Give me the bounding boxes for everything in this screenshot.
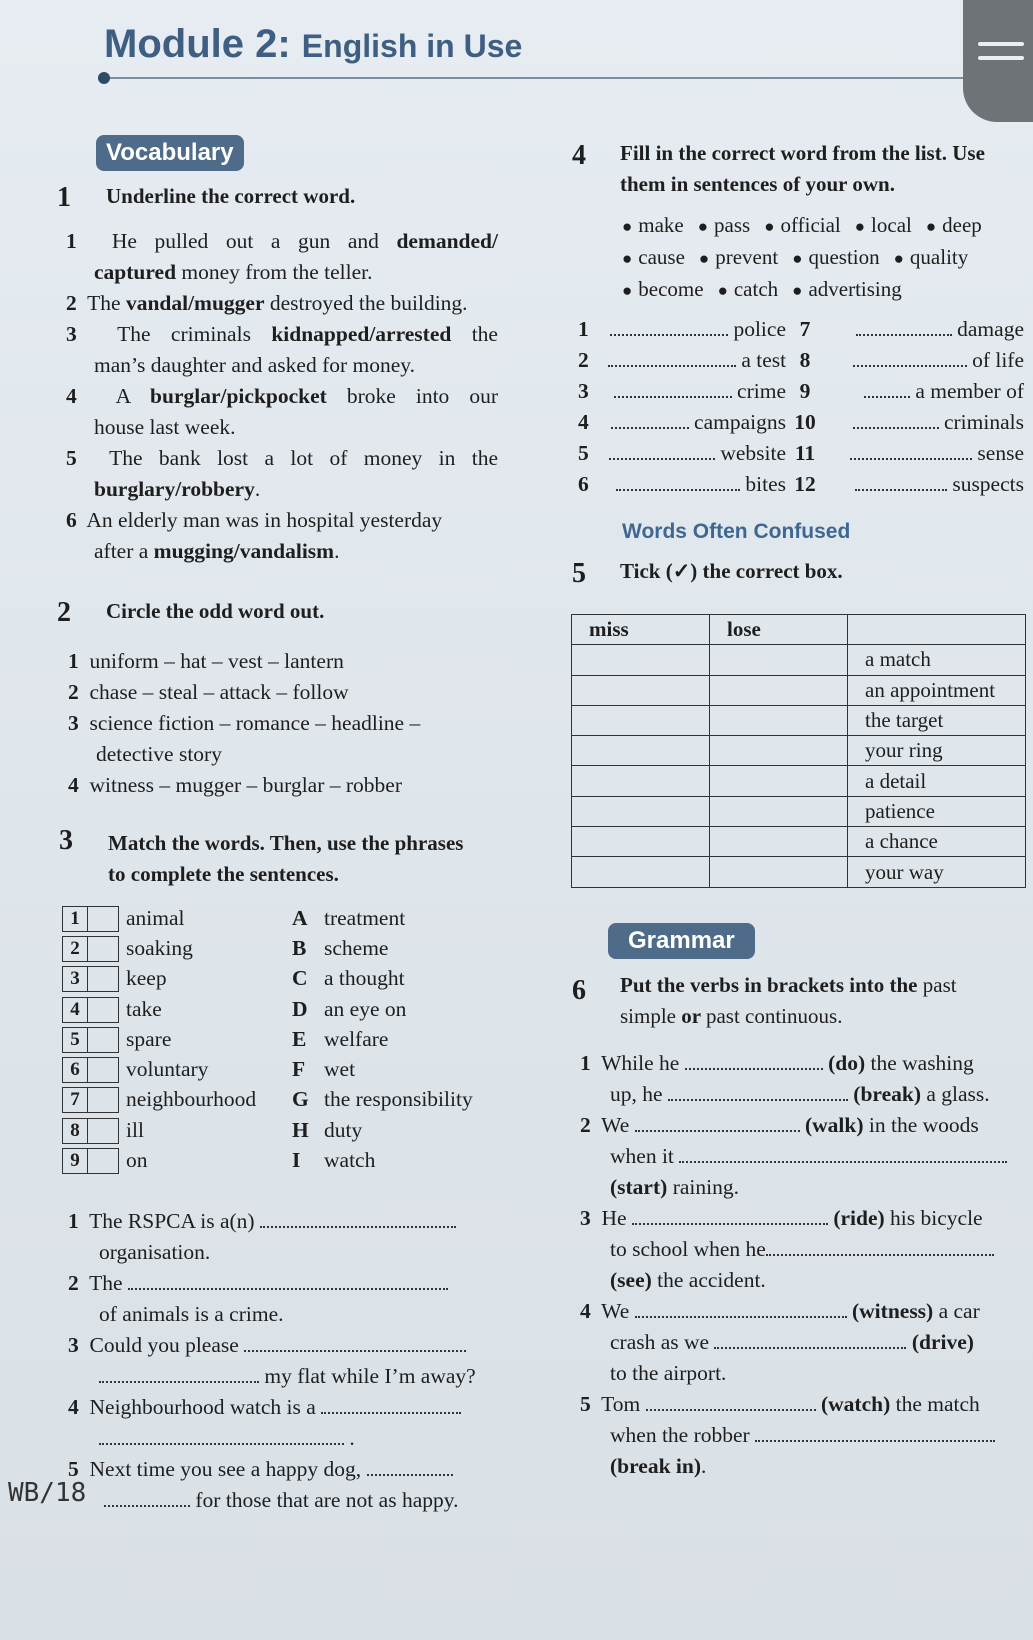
miss-checkbox[interactable]	[572, 827, 710, 857]
answer-box[interactable]	[88, 967, 118, 991]
lose-checkbox[interactable]	[710, 736, 848, 766]
ex2-number: 2	[57, 597, 71, 628]
ex2-list: 1 uniform – hat – vest – lantern 2 chase – steal – attack – follow 3 science fiction – romance – headline – detective story 4 witness – mugger – burglar – robber	[68, 649, 421, 797]
answer-box[interactable]	[88, 1119, 118, 1143]
match-row: 7 neighbourhood G the responsibility	[62, 1085, 473, 1115]
answer-box[interactable]	[88, 907, 118, 931]
miss-checkbox[interactable]	[572, 857, 710, 887]
collocation-row: 4 campaigns 10 criminals	[578, 410, 1024, 434]
answer-box[interactable]	[88, 1088, 118, 1112]
header-dot	[98, 72, 110, 84]
answer-box[interactable]	[88, 1058, 118, 1082]
ex1-number: 1	[57, 182, 71, 213]
ex6-instruction: Put the verbs in brackets into the past simple or past continuous.	[620, 973, 957, 1028]
tick-row: patience	[572, 796, 1026, 826]
ex3-sentences: 1 The RSPCA is a(n) organisation. 2 The of animals is a crime. 3 Could you please my flat while I’m away? 4 Neighbourhood watch is a . 5 Next time you see a happy dog, for those that are not as happy.	[68, 1209, 476, 1512]
word-chip: ● question	[792, 245, 880, 269]
match-row: 4 take D an eye on	[62, 994, 473, 1024]
col-miss: miss	[572, 615, 710, 645]
tick-row: a detail	[572, 766, 1026, 796]
ex4-collocations	[578, 314, 1024, 500]
ex5-number: 5	[572, 558, 586, 589]
lose-checkbox[interactable]	[710, 766, 848, 796]
word-chip: ● pass	[697, 213, 751, 237]
tick-row: your ring	[572, 736, 1026, 766]
word-chip: ● become	[622, 277, 704, 301]
answer-box[interactable]	[88, 998, 118, 1022]
lose-checkbox[interactable]	[710, 857, 848, 887]
lose-checkbox[interactable]	[710, 645, 848, 675]
match-row: 3 keep C a thought	[62, 964, 473, 994]
answer-box[interactable]	[88, 1149, 118, 1173]
ex6-number: 6	[572, 975, 586, 1006]
miss-checkbox[interactable]	[572, 705, 710, 735]
match-row: 8 ill H duty	[62, 1115, 473, 1145]
collocation-row: 1 police 7 damage	[578, 317, 1024, 341]
word-chip: ● cause	[622, 245, 685, 269]
ex3-match-table	[62, 903, 473, 1176]
ex1-instruction: Underline the correct word.	[106, 184, 356, 208]
match-row: 5 spare E welfare	[62, 1024, 473, 1054]
miss-checkbox[interactable]	[572, 736, 710, 766]
ex6-list: 1 While he (do) the washing up, he (break) a glass. 2 We (walk) in the woods when it (start) raining. 3 He (ride) his bicycle to school when he (see) the accident. 4 We (witness) a car crash as we (drive) to the airport. 5 Tom (watch) the match when the robber (break in).	[580, 1048, 1024, 1482]
lose-checkbox[interactable]	[710, 705, 848, 735]
word-chip: ● prevent	[698, 245, 779, 269]
ex4-number: 4	[572, 140, 586, 171]
ex4-instruction: Fill in the correct word from the list. Use them in sentences of your own.	[620, 141, 985, 196]
match-row: 6 voluntary F wet	[62, 1054, 473, 1084]
lose-checkbox[interactable]	[710, 796, 848, 826]
ex1-list: 1 He pulled out a gun and demanded/ captured money from the teller. 2 The vandal/mugger destroyed the building. 3 The criminals kidnapped/arrested the man’s daughter and asked for money. 4 A burglar/pickpocket broke into our house last week. 5 The bank lost a lot of money in the burglary/robbery. 6 An elderly man was in hospital yesterday after a mugging/vandalism.	[66, 229, 498, 563]
answer-box[interactable]	[88, 937, 118, 961]
ex2-instruction: Circle the odd word out.	[106, 599, 325, 623]
page-reference: WB/18	[8, 1478, 87, 1508]
menu-tab[interactable]	[963, 0, 1033, 122]
collocation-row: 3 crime 9 a member of	[578, 379, 1024, 403]
match-row: 2 soaking B scheme	[62, 933, 473, 963]
grammar-banner: Grammar	[608, 923, 755, 959]
word-chip: ● make	[622, 213, 684, 237]
miss-checkbox[interactable]	[572, 796, 710, 826]
miss-checkbox[interactable]	[572, 675, 710, 705]
ex5-instruction: Tick (✓) the correct box.	[620, 559, 843, 583]
words-often-confused-heading: Words Often Confused	[622, 520, 851, 543]
lose-checkbox[interactable]	[710, 827, 848, 857]
tick-row: an appointment	[572, 675, 1026, 705]
collocation-row: 6 bites 12 suspects	[578, 472, 1024, 496]
collocation-row: 2 a test 8 of life	[578, 348, 1024, 372]
module-title: Module 2: English in Use	[104, 22, 523, 66]
word-chip: ● deep	[925, 213, 982, 237]
tick-row: a chance	[572, 827, 1026, 857]
word-chip: ● quality	[893, 245, 969, 269]
word-chip: ● local	[854, 213, 912, 237]
ex3-instruction: Match the words. Then, use the phrases to complete the sentences.	[108, 831, 464, 886]
vocabulary-banner: Vocabulary	[96, 135, 244, 171]
ex3-number: 3	[59, 825, 73, 856]
word-chip: ● official	[764, 213, 841, 237]
tick-row: your way	[572, 857, 1026, 887]
word-chip: ● catch	[717, 277, 779, 301]
tick-row: the target	[572, 705, 1026, 735]
match-row: 1 animal A treatment	[62, 903, 473, 933]
lose-checkbox[interactable]	[710, 675, 848, 705]
ex5-tick-table	[571, 614, 1026, 888]
miss-checkbox[interactable]	[572, 645, 710, 675]
answer-box[interactable]	[88, 1028, 118, 1052]
header-rule	[104, 77, 999, 79]
collocation-row: 5 website 11 sense	[578, 441, 1024, 465]
tick-row: a match	[572, 645, 1026, 675]
ex4-word-list	[622, 210, 996, 306]
col-lose: lose	[710, 615, 848, 645]
miss-checkbox[interactable]	[572, 766, 710, 796]
match-row: 9 on I watch	[62, 1145, 473, 1175]
word-chip: ● advertising	[792, 277, 902, 301]
